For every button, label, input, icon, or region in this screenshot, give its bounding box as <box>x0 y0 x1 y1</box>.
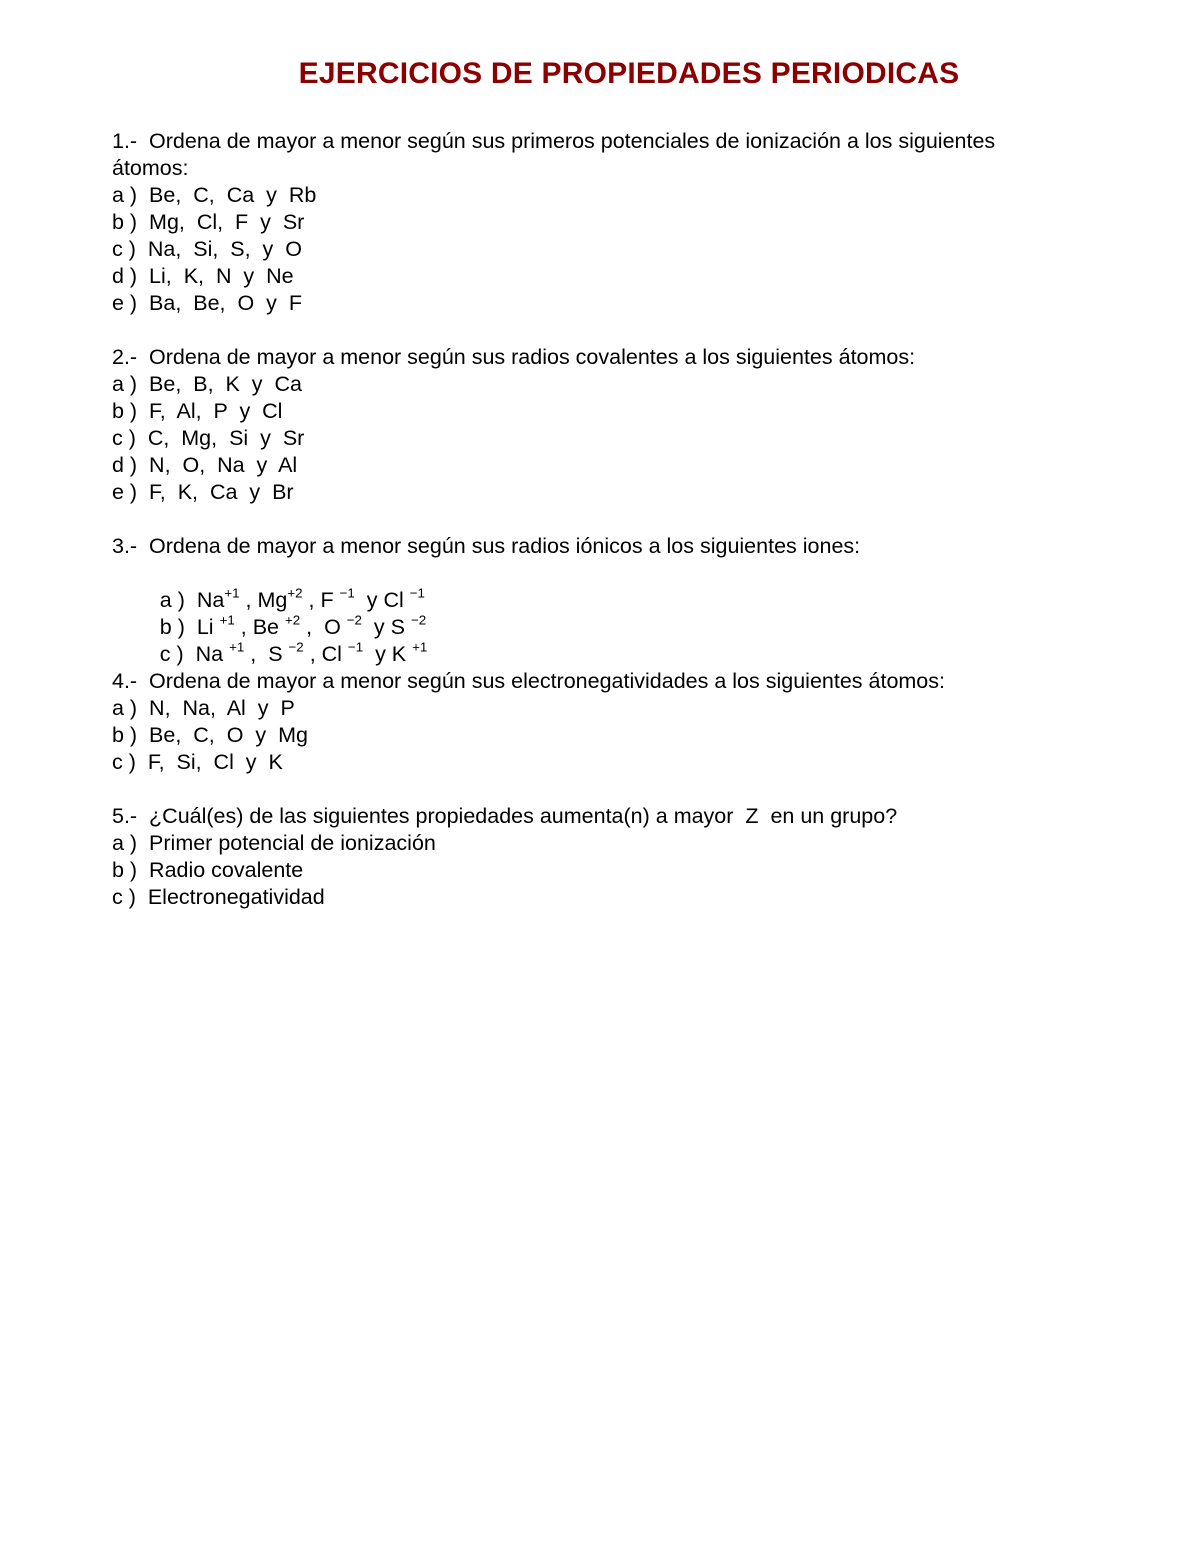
separator: , <box>303 642 322 666</box>
ion-symbol: Li <box>190 615 220 639</box>
ion-charge: +1 <box>229 639 245 655</box>
question-4-option-b: b ) Be, C, O y Mg <box>112 723 308 747</box>
question-2 <box>112 344 1112 506</box>
question-1-option-d: d ) Li, K, N y Ne <box>112 264 294 288</box>
ion-symbol: Na <box>189 642 230 666</box>
question-2-stem: 2.- Ordena de mayor a menor según sus radios covalentes a los siguientes átomos: <box>112 345 916 369</box>
separator: y <box>361 615 391 639</box>
ion-symbol: K <box>391 642 413 666</box>
question-4 <box>112 668 1112 776</box>
question-5-option-c: c ) Electronegatividad <box>112 885 325 909</box>
exercise-list <box>112 128 1112 911</box>
separator: , <box>302 588 321 612</box>
ion-charge: −2 <box>410 612 427 628</box>
ion-charge: +1 <box>219 612 235 628</box>
spacer <box>112 506 1112 533</box>
ion-charge: −2 <box>346 612 362 628</box>
question-5-option-b: b ) Radio covalente <box>112 858 304 882</box>
ion-symbol: O <box>318 615 347 639</box>
ion-symbol: Mg <box>257 588 288 612</box>
question-2-option-b: b ) F, Al, P y Cl <box>112 399 283 423</box>
question-4-option-c: c ) F, Si, Cl y K <box>112 750 283 774</box>
ion-charge: +2 <box>287 585 303 601</box>
spacer <box>112 317 1112 344</box>
option-prefix: b ) <box>159 615 191 639</box>
question-1-stem: 1.- Ordena de mayor a menor según sus primeros potenciales de ionización a los siguientes <box>112 129 996 153</box>
question-1 <box>112 128 1112 317</box>
separator: y <box>363 642 392 666</box>
question-1-option-e: e ) Ba, Be, O y F <box>112 291 302 315</box>
separator: , <box>234 615 253 639</box>
ion-charge: −1 <box>339 585 355 601</box>
ion-symbol: F <box>320 588 340 612</box>
question-2-option-a: a ) Be, B, K y Ca <box>112 372 302 396</box>
ion-charge: −1 <box>347 639 364 655</box>
option-prefix: c ) <box>159 642 190 666</box>
option-prefix: a ) <box>159 588 191 612</box>
question-1-stem-continued: átomos: <box>112 156 189 180</box>
question-1-option-c: c ) Na, Si, S, y O <box>112 237 302 261</box>
ion-charge: −2 <box>288 639 304 655</box>
ion-symbol: S <box>262 642 289 666</box>
page-title: EJERCICIOS DE PROPIEDADES PERIODICAS <box>298 57 960 90</box>
question-1-option-a: a ) Be, C, Ca y Rb <box>112 183 317 207</box>
question-2-option-d: d ) N, O, Na y Al <box>112 453 298 477</box>
ion-symbol: Be <box>252 615 285 639</box>
ion-charge: +1 <box>412 639 428 655</box>
question-3-option-a <box>112 560 1112 612</box>
separator: , <box>300 615 319 639</box>
ion-charge: +2 <box>284 612 301 628</box>
separator: , <box>244 642 263 666</box>
question-5-stem: 5.- ¿Cuál(es) de las siguientes propiedades aumenta(n) a mayor Z en un grupo? <box>112 804 898 828</box>
question-5-option-a: a ) Primer potencial de ionización <box>112 831 436 855</box>
question-2-option-c: c ) C, Mg, Si y Sr <box>112 426 305 450</box>
ion-symbol: Cl <box>383 588 410 612</box>
spacer <box>112 776 1112 803</box>
question-1-option-b: b ) Mg, Cl, F y Sr <box>112 210 305 234</box>
question-3 <box>112 533 1112 666</box>
ion-charge: +1 <box>224 585 240 601</box>
question-4-stem: 4.- Ordena de mayor a menor según sus electronegatividades a los siguientes átomos: <box>112 669 945 693</box>
ion-charge: −1 <box>409 585 425 601</box>
question-5 <box>112 803 1112 911</box>
question-4-option-a: a ) N, Na, Al y P <box>112 696 295 720</box>
separator: , <box>239 588 258 612</box>
ion-symbol: Cl <box>321 642 348 666</box>
question-3-stem: 3.- Ordena de mayor a menor según sus radios iónicos a los siguientes iones: <box>112 534 861 558</box>
separator: y <box>354 588 384 612</box>
ion-symbol: S <box>390 615 411 639</box>
ion-symbol: Na <box>190 588 225 612</box>
question-2-option-e: e ) F, K, Ca y Br <box>112 480 294 504</box>
